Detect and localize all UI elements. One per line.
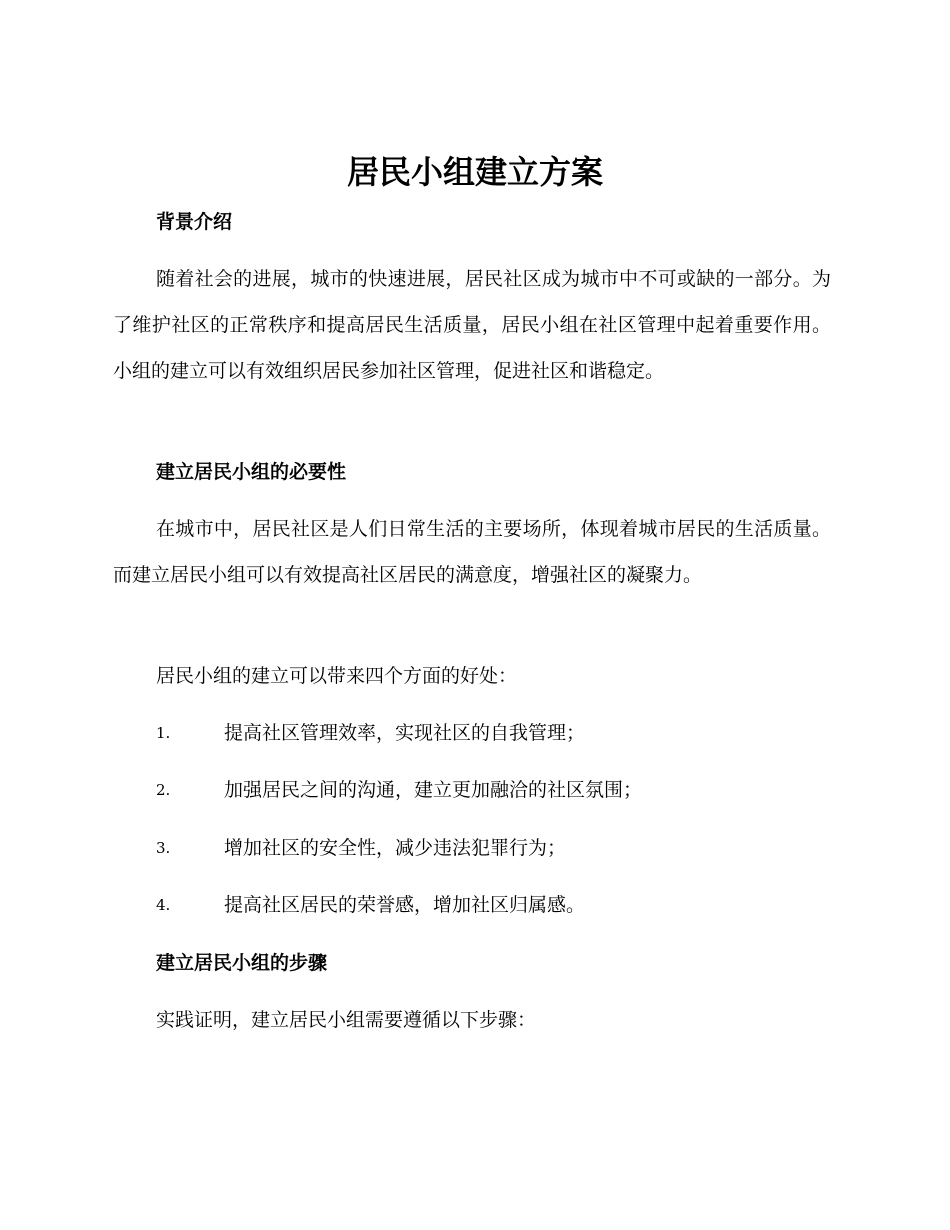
paragraph-benefits-intro: 居民小组的建立可以带来四个方面的好处： [156, 665, 518, 687]
document-title: 居民小组建立方案 [346, 153, 603, 191]
list-item [156, 834, 566, 862]
list-item [156, 776, 642, 804]
paragraph-background: 随着社会的进展，城市的快速进展，居民社区成为城市中不可或缺的一部分。为了维护社区的正常秩序和提高居民生活质量，居民小组在社区管理中起着重要作用。小组的建立可以有效组织居民参加社区管理，促进社区和谐稳定。 [113, 268, 831, 382]
list-item-text: 增加社区的安全性，减少违法犯罪行为； [224, 837, 567, 859]
list-item-number: 3. [156, 839, 171, 857]
list-item-number: 4. [156, 896, 171, 914]
list-item-text: 加强居民之间的沟通，建立更加融洽的社区氛围； [224, 779, 643, 801]
list-item-number: 2. [156, 781, 171, 799]
section-heading-background: 背景介绍 [156, 211, 233, 233]
section-heading-steps: 建立居民小组的步骤 [156, 952, 328, 974]
list-item [156, 891, 585, 919]
section-heading-necessity: 建立居民小组的必要性 [156, 461, 347, 483]
list-item-text: 提高社区居民的荣誉感，增加社区归属感。 [224, 894, 586, 916]
paragraph-necessity: 在城市中，居民社区是人们日常生活的主要场所，体现着城市居民的生活质量。而建立居民小组可以有效提高社区居民的满意度，增强社区的凝聚力。 [113, 518, 831, 586]
list-item-number: 1. [156, 724, 171, 742]
list-item [156, 719, 585, 747]
list-item-text: 提高社区管理效率，实现社区的自我管理； [224, 722, 586, 744]
paragraph-steps-intro: 实践证明，建立居民小组需要遵循以下步骤： [156, 1009, 537, 1031]
